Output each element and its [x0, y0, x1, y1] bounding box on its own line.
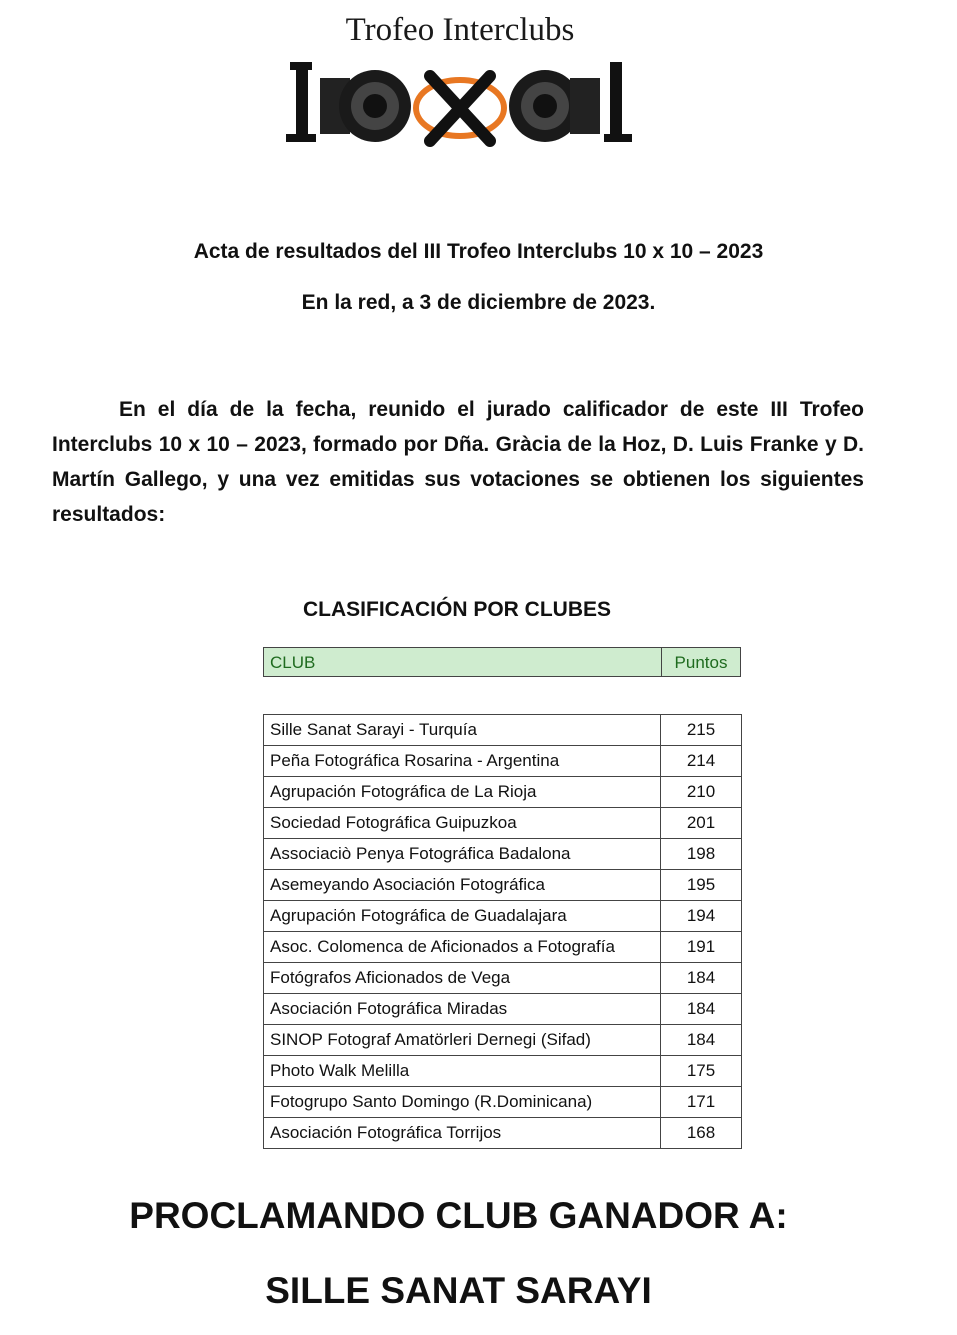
- table-header: [263, 647, 741, 677]
- table-row: [264, 777, 742, 808]
- club-points: 191: [661, 932, 742, 963]
- club-points: 214: [661, 746, 742, 777]
- club-points: 184: [661, 963, 742, 994]
- club-name: Asociación Fotográfica Miradas: [264, 994, 661, 1025]
- winner-announcement: PROCLAMANDO CLUB GANADOR A:: [129, 1195, 788, 1236]
- club-name: Agrupación Fotográfica de Guadalajara: [264, 901, 661, 932]
- club-name: Agrupación Fotográfica de La Rioja: [264, 777, 661, 808]
- club-points: 184: [661, 994, 742, 1025]
- trofeo-logo: [280, 12, 640, 147]
- club-name: Asoc. Colomenca de Aficionados a Fotografía: [264, 932, 661, 963]
- date-line: En la red, a 3 de diciembre de 2023.: [301, 291, 656, 314]
- document-title: Acta de resultados del III Trofeo Interclubs 10 x 10 – 2023: [193, 240, 764, 263]
- club-points: 195: [661, 870, 742, 901]
- table-row: [264, 746, 742, 777]
- table-row: [264, 715, 742, 746]
- intro-paragraph: En el día de la fecha, reunido el jurado calificador de este III Trofeo Interclubs 10 x 10 – 2023, formado por Dña. Gràcia de la Hoz, D. Luis Franke y D. Martín Gallego, y una vez emitidas sus votaciones se obtienen los siguientes resultados:: [52, 398, 864, 526]
- club-points: 201: [661, 808, 742, 839]
- logo-camera-art: [280, 56, 640, 151]
- table-row: [264, 994, 742, 1025]
- logo-title: Trofeo Interclubs: [345, 12, 575, 48]
- table-row: [264, 963, 742, 994]
- club-name: Asociación Fotográfica Torrijos: [264, 1118, 661, 1149]
- club-name: Fotogrupo Santo Domingo (R.Dominicana): [264, 1087, 661, 1118]
- club-name: Photo Walk Melilla: [264, 1056, 661, 1087]
- table-row: [264, 901, 742, 932]
- header-club: CLUB: [264, 648, 662, 676]
- club-name: Asemeyando Asociación Fotográfica: [264, 870, 661, 901]
- results-table: [263, 714, 742, 1149]
- club-points: 198: [661, 839, 742, 870]
- club-points: 168: [661, 1118, 742, 1149]
- club-name: Peña Fotográfica Rosarina - Argentina: [264, 746, 661, 777]
- club-name: Sille Sanat Sarayi - Turquía: [264, 715, 661, 746]
- table-row: [264, 1118, 742, 1149]
- classification-title: CLASIFICACIÓN POR CLUBES: [303, 598, 612, 621]
- header-points: Puntos: [674, 653, 728, 672]
- club-name: Sociedad Fotográfica Guipuzkoa: [264, 808, 661, 839]
- table-row: [264, 808, 742, 839]
- table-row: [264, 1087, 742, 1118]
- table-row: [264, 932, 742, 963]
- club-name: SINOP Fotograf Amatörleri Dernegi (Sifad): [264, 1025, 661, 1056]
- club-name: Fotógrafos Aficionados de Vega: [264, 963, 661, 994]
- club-points: 175: [661, 1056, 742, 1087]
- winner-name: SILLE SANAT SARAYI: [265, 1270, 652, 1311]
- club-name: Associaciò Penya Fotográfica Badalona: [264, 839, 661, 870]
- table-row: [264, 870, 742, 901]
- club-points: 184: [661, 1025, 742, 1056]
- club-points: 194: [661, 901, 742, 932]
- table-row: [264, 1056, 742, 1087]
- club-points: 215: [661, 715, 742, 746]
- club-points: 210: [661, 777, 742, 808]
- club-points: 171: [661, 1087, 742, 1118]
- table-row: [264, 839, 742, 870]
- table-row: [264, 1025, 742, 1056]
